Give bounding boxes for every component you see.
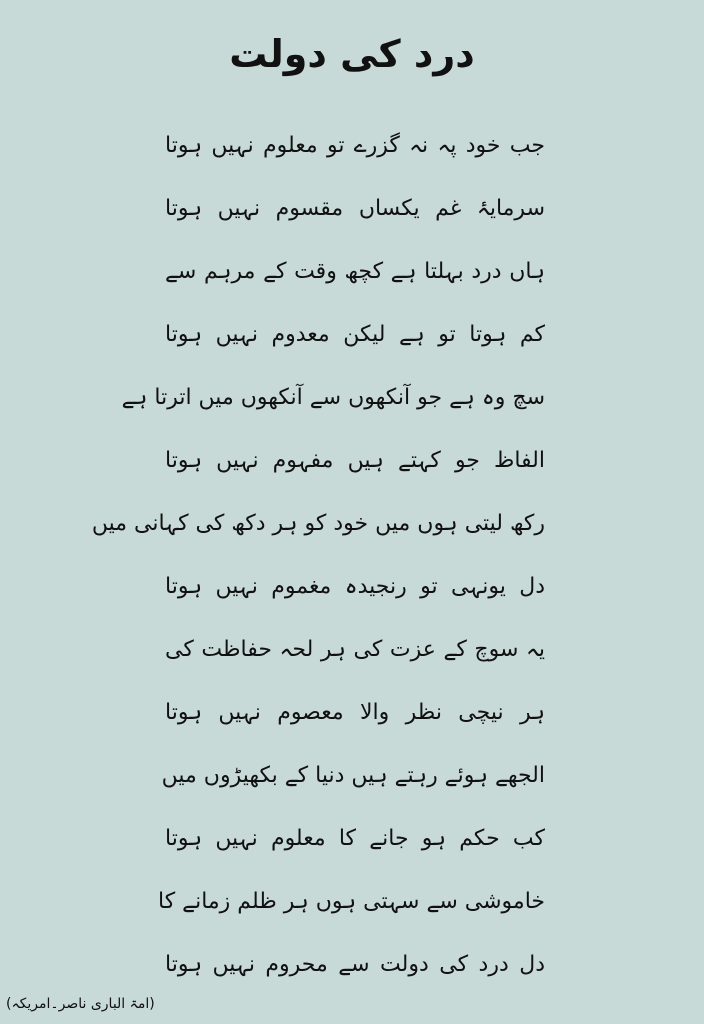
poem-line: کب حکم ہو جانے کا معلوم نہیں ہوتا — [165, 826, 545, 851]
poem-line: دل یونہی تو رنجیدہ مغموم نہیں ہوتا — [165, 574, 545, 599]
poem-line: الفاظ جو کہتے ہیں مفہوم نہیں ہوتا — [165, 448, 545, 473]
author-credit: (امۃ الباری ناصر۔امریکہ) — [6, 996, 155, 1012]
poem-body — [91, 114, 545, 996]
poem-line: سرمایۂ غم یکساں مقسوم نہیں ہوتا — [165, 196, 545, 221]
poem-line: سچ وہ ہے جو آنکھوں سے آنکھوں میں اترتا ہے — [121, 385, 545, 410]
poem-line: ہاں درد بہلتا ہے کچھ وقت کے مرہم سے — [165, 259, 545, 284]
poem-title: درد کی دولت — [229, 32, 475, 76]
poem-line: رکھ لیتی ہوں میں خود کو ہر دکھ کی کہانی میں — [91, 511, 545, 536]
poem-line: کم ہوتا تو ہے لیکن معدوم نہیں ہوتا — [165, 322, 545, 347]
poem-line: دل درد کی دولت سے محروم نہیں ہوتا — [165, 952, 545, 977]
poem-line: الجھے ہوئے رہتے ہیں دنیا کے بکھیڑوں میں — [161, 763, 545, 788]
poem-line: ہر نیچی نظر والا معصوم نہیں ہوتا — [165, 700, 545, 725]
poem-line: یہ سوچ کے عزت کی ہر لحہ حفاظت کی — [165, 637, 545, 662]
poem-line: خاموشی سے سہتی ہوں ہر ظلم زمانے کا — [158, 889, 545, 914]
poem-line: جب خود پہ نہ گزرے تو معلوم نہیں ہوتا — [165, 133, 545, 158]
